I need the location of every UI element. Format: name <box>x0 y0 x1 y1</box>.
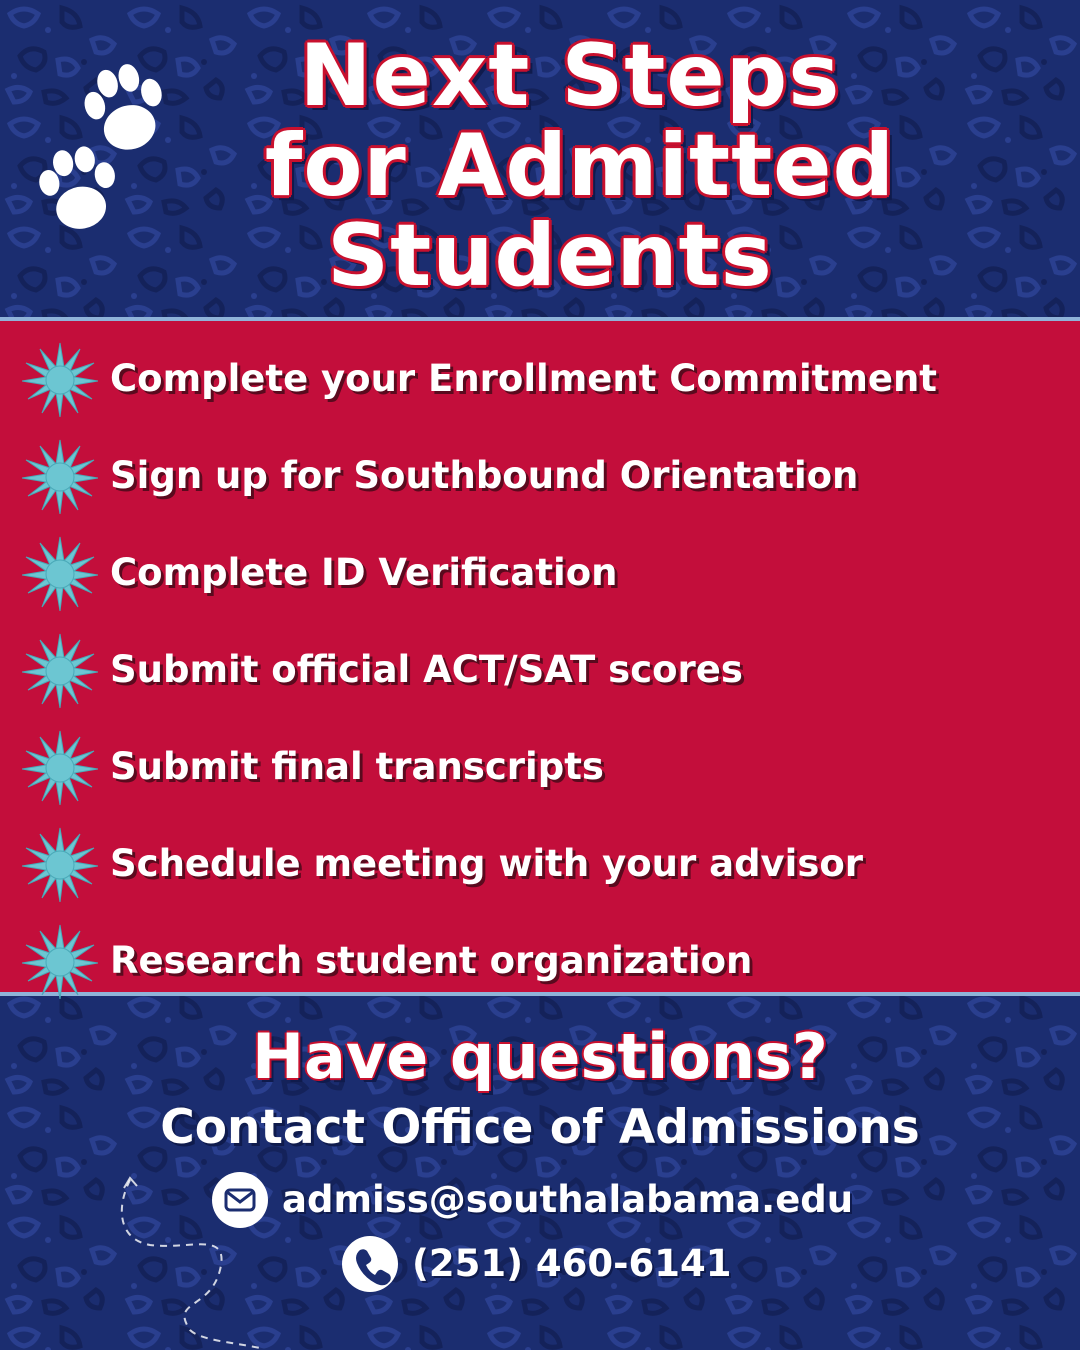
starburst-icon <box>22 729 98 805</box>
contact-office-heading: Contact Office of Admissions <box>160 1100 920 1155</box>
step-label: Complete your Enrollment Commitment <box>110 357 937 400</box>
step-label: Sign up for Southbound Orientation <box>110 454 859 497</box>
list-item <box>22 341 1062 421</box>
starburst-icon <box>22 535 98 611</box>
list-item <box>22 826 1062 906</box>
questions-heading: Have questions? <box>252 1020 828 1093</box>
starburst-icon <box>22 438 98 514</box>
steps-panel <box>0 317 1080 996</box>
starburst-icon <box>22 826 98 902</box>
starburst-icon <box>22 632 98 708</box>
envelope-icon <box>212 1172 268 1228</box>
contact-phone[interactable]: (251) 460-6141 <box>412 1242 732 1285</box>
page-title-line-3: Students <box>327 206 773 306</box>
list-item <box>22 535 1062 615</box>
step-label: Complete ID Verification <box>110 551 618 594</box>
dashed-arrow-decoration <box>110 1170 310 1350</box>
step-label: Research student organization <box>110 939 753 982</box>
phone-icon <box>342 1236 398 1292</box>
list-item <box>22 438 1062 518</box>
list-item <box>22 729 1062 809</box>
list-item <box>22 923 1062 1003</box>
starburst-icon <box>22 341 98 417</box>
step-label: Submit final transcripts <box>110 745 604 788</box>
contact-email[interactable]: admiss@southalabama.edu <box>282 1178 854 1221</box>
page-title-line-1: Next Steps <box>299 26 841 126</box>
page-title-line-2: for Admitted <box>264 116 896 216</box>
starburst-icon <box>22 923 98 999</box>
step-label: Schedule meeting with your advisor <box>110 842 864 885</box>
step-label: Submit official ACT/SAT scores <box>110 648 743 691</box>
list-item <box>22 632 1062 712</box>
